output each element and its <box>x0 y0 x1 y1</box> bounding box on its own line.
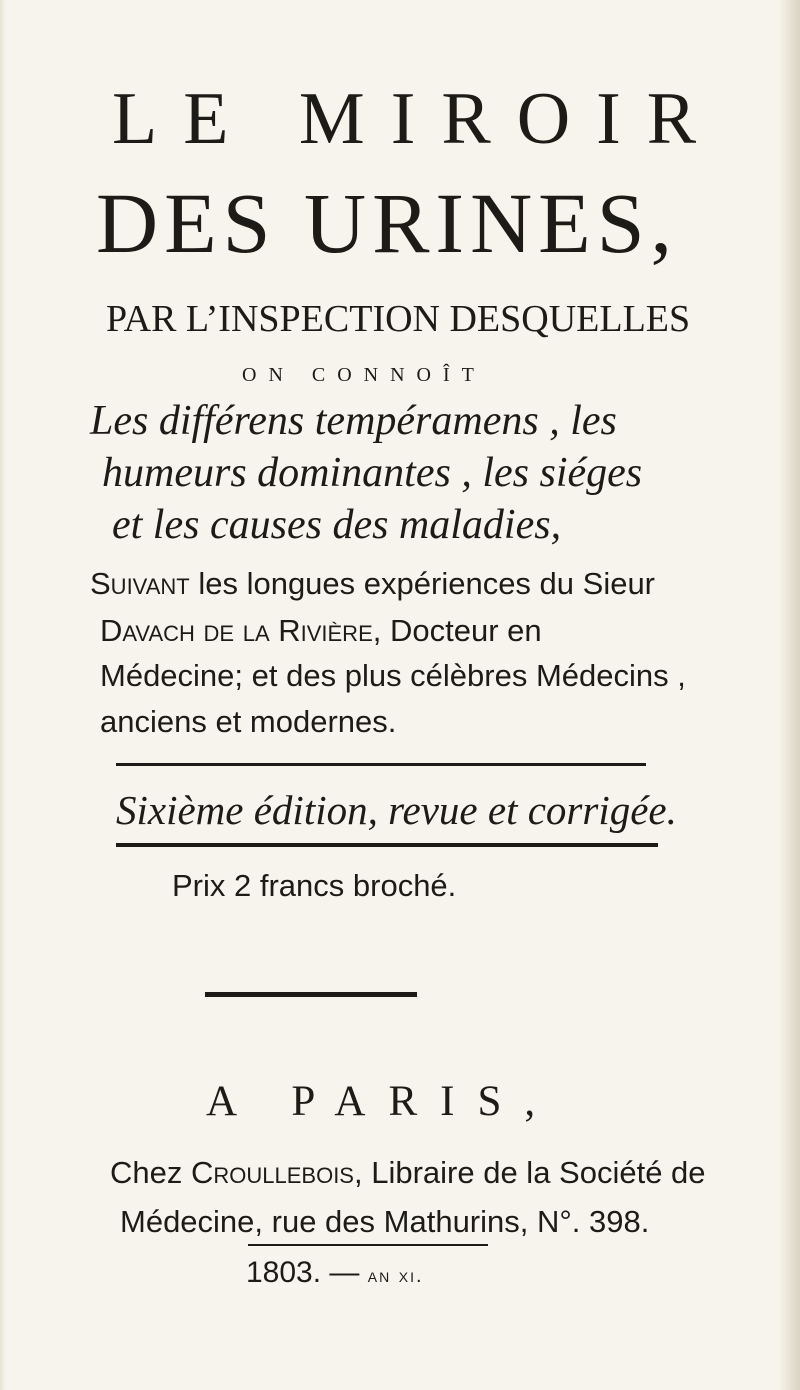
rule-middle <box>205 992 417 997</box>
author-lead: Suivant <box>90 566 190 601</box>
publisher-name: Croullebois <box>190 1155 354 1190</box>
year-text: 1803. — <box>246 1256 368 1289</box>
author-line-2 <box>100 615 542 646</box>
title-line-3: PAR L’INSPECTION DESQUELLES <box>106 298 691 340</box>
title-line-2: DES URINES, <box>96 175 679 271</box>
author-line-3: Médecine; et des plus célèbres Médecins , <box>100 658 686 693</box>
author-name: Davach de la Rivière <box>100 613 373 648</box>
author-line-1-rest: les longues expériences du Sieur <box>189 566 656 601</box>
edition-line: Sixième édition, revue et corrigée. <box>116 787 677 833</box>
title-line-1: LE MIROIR <box>112 78 723 160</box>
subject-line-2: humeurs dominantes , les siéges <box>102 450 643 496</box>
publisher-pre: Chez <box>110 1155 191 1190</box>
author-line-1 <box>90 568 655 599</box>
subject-line-1: Les différens tempéramens , les <box>90 398 617 444</box>
publisher-post: , Libraire de la Société de <box>353 1155 706 1190</box>
imprint-year <box>246 1258 424 1288</box>
title-line-4: ON CONNOÎT <box>242 364 486 386</box>
author-line-2-rest: , Docteur en <box>372 613 542 648</box>
price-line: Prix 2 francs broché. <box>172 868 457 903</box>
imprint-address: Médecine, rue des Mathurins, N°. 398. <box>120 1204 650 1239</box>
year-revolutionary: an xi. <box>367 1265 424 1287</box>
subject-line-3: et les causes des maladies, <box>112 502 562 548</box>
author-line-4: anciens et modernes. <box>100 704 397 739</box>
imprint-city: A PARIS, <box>206 1078 559 1125</box>
rule-year <box>248 1244 488 1246</box>
rule-bottom <box>116 843 658 847</box>
imprint-publisher <box>110 1157 706 1188</box>
page-edge-left <box>0 0 6 1390</box>
page-edge-right <box>778 0 800 1390</box>
rule-top <box>116 763 646 766</box>
